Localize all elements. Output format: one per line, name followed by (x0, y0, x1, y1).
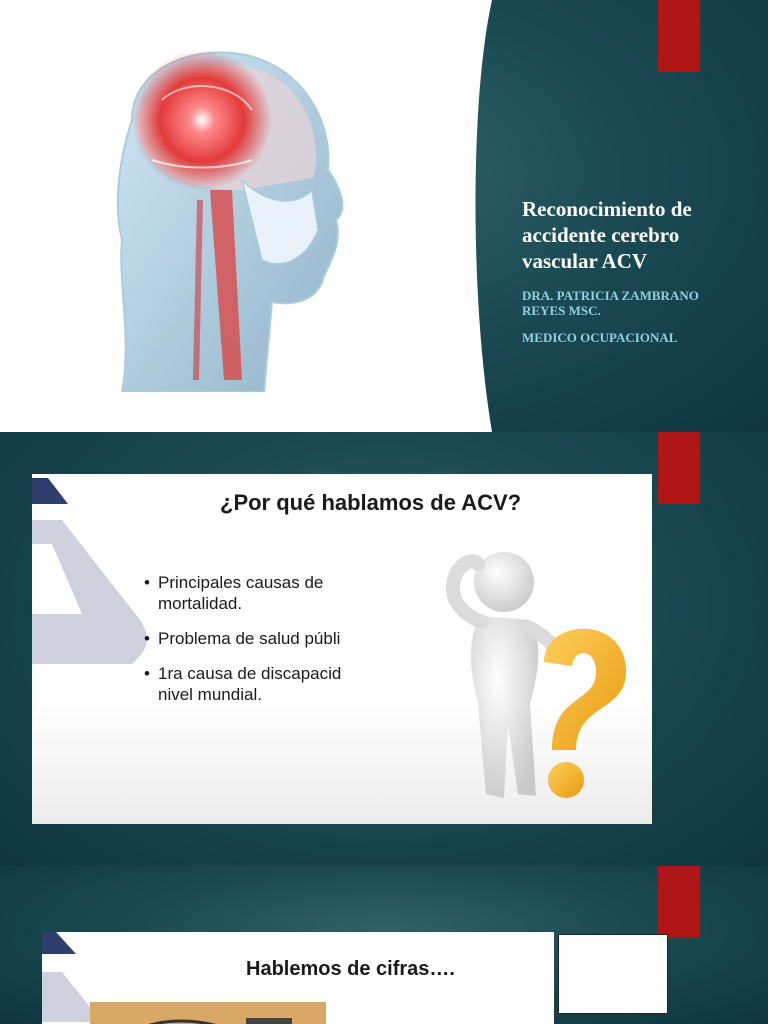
title-line-2: accidente cerebro (522, 223, 680, 247)
illustration-partial (90, 996, 330, 1024)
list-item: • 1ra causa de discapacid nivel mundial. (144, 664, 342, 704)
red-accent-tab (658, 0, 700, 72)
content-panel (42, 932, 554, 1024)
title-line-3: vascular ACV (522, 249, 648, 273)
red-accent-tab (658, 432, 700, 504)
bullet-list (144, 572, 374, 719)
author (522, 288, 742, 318)
red-accent-tab (658, 866, 700, 938)
author-line-1: DRA. PATRICIA ZAMBRANO (522, 288, 699, 303)
slide-3 (0, 866, 768, 1024)
title-block (522, 196, 742, 345)
panel-title: ¿Por qué hablamos de ACV? (220, 490, 522, 515)
list-item: • Problema de salud públi (144, 629, 341, 648)
list-item: • Principales causas de mortalidad. (144, 573, 324, 613)
thinking-figure-question-mark-icon (426, 544, 646, 814)
author-line-2: REYES MSC. (522, 303, 601, 318)
author-role: MEDICO OCUPACIONAL (522, 330, 678, 345)
panel-title: Hablemos de cifras…. (246, 958, 455, 980)
slide-title (522, 196, 742, 274)
content-panel (32, 474, 652, 824)
title-line-1: Reconocimiento de (522, 197, 692, 221)
slide-1 (0, 0, 768, 432)
brain-xray-head-icon (92, 40, 352, 392)
slide-2 (0, 432, 768, 866)
blank-box (558, 934, 668, 1014)
